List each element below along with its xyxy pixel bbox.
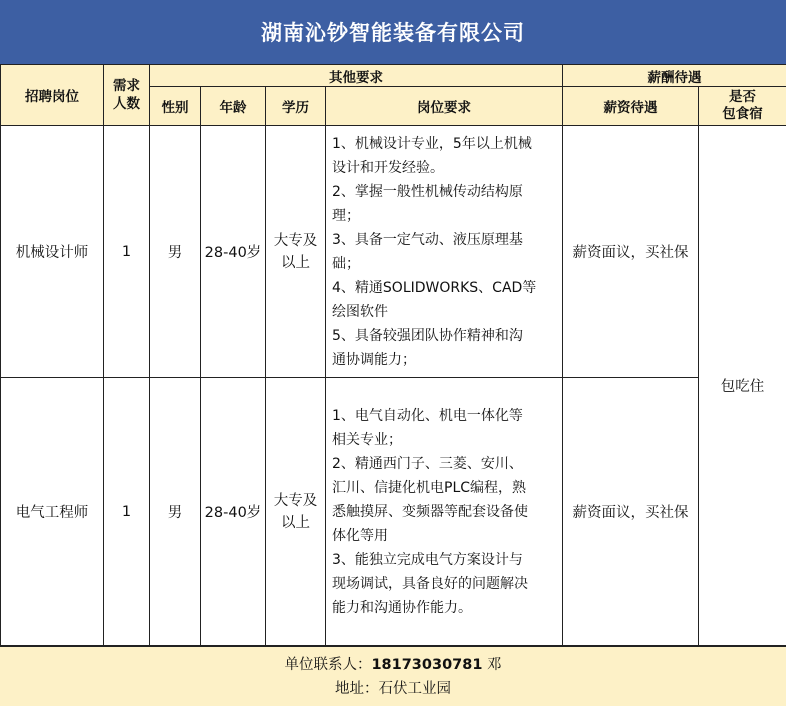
contact-name: 邓	[482, 656, 502, 673]
board-value: 包吃住	[699, 126, 786, 646]
requirement-line: 悉触摸屏、变频器等配套设备使	[332, 503, 528, 520]
header-salary: 薪资待遇	[563, 87, 699, 126]
row-salary: 薪资面议，买社保	[563, 378, 699, 646]
requirement-line: 础；	[332, 255, 360, 272]
table-row	[1, 126, 786, 378]
header-count	[104, 65, 150, 126]
row-age: 28-40岁	[201, 126, 266, 378]
requirement-line: 3、具备一定气动、液压原理基	[332, 231, 523, 248]
requirement-line: 现场调试，具备良好的问题解决	[332, 575, 528, 592]
header-board	[699, 87, 786, 126]
requirement-line: 5、具备较强团队协作精神和沟	[332, 327, 523, 344]
row-job-requirements	[326, 378, 563, 646]
row-position: 机械设计师	[1, 126, 104, 378]
requirement-line: 1、电气自动化、机电一体化等	[332, 407, 523, 424]
header-board-line2: 包食宿	[722, 106, 763, 122]
contact-label: 单位联系人：	[284, 656, 372, 673]
requirement-line: 2、精通西门子、三菱、安川、	[332, 455, 523, 472]
header-age: 年龄	[201, 87, 266, 126]
requirement-line: 设计和开发经验。	[332, 159, 444, 176]
row-job-requirements	[326, 126, 563, 378]
row-education-line1: 大专及	[273, 492, 318, 509]
requirement-line: 体化等用	[332, 527, 388, 544]
header-board-line1: 是否	[729, 89, 756, 105]
row-gender: 男	[150, 126, 201, 378]
row-education-line2: 以上	[281, 254, 310, 271]
row-count: 1	[104, 126, 150, 378]
header-position: 招聘岗位	[1, 65, 104, 126]
header-pay-group: 薪酬待遇	[563, 65, 786, 87]
row-gender: 男	[150, 378, 201, 646]
header-row-1	[1, 65, 786, 87]
requirement-line: 理；	[332, 207, 360, 224]
company-title: 湖南沁钞智能装备有限公司	[0, 0, 786, 64]
row-education-line2: 以上	[281, 514, 310, 531]
header-education: 学历	[266, 87, 326, 126]
contact-footer	[0, 646, 786, 706]
contact-phone: 18173030781	[371, 656, 483, 673]
requirement-line: 绘图软件	[332, 303, 388, 320]
row-education	[266, 126, 326, 378]
header-count-line2: 人数	[113, 96, 140, 112]
requirement-line: 2、掌握一般性机械传动结构原	[332, 183, 523, 200]
requirement-line: 3、能独立完成电气方案设计与	[332, 551, 523, 568]
row-salary: 薪资面议，买社保	[563, 126, 699, 378]
row-education	[266, 378, 326, 646]
address-line: 地址：石伏工业园	[335, 680, 451, 697]
header-job-requirements: 岗位要求	[326, 87, 563, 126]
requirement-line: 汇川、信捷化机电PLC编程，熟	[332, 479, 527, 496]
table-row	[1, 378, 786, 646]
requirement-line: 1、机械设计专业，5年以上机械	[332, 135, 532, 152]
recruitment-table	[0, 64, 786, 646]
row-count: 1	[104, 378, 150, 646]
requirement-line: 4、精通SOLIDWORKS、CAD等	[332, 279, 537, 296]
requirement-line: 能力和沟通协作能力。	[332, 599, 472, 616]
row-education-line1: 大专及	[273, 232, 318, 249]
row-position: 电气工程师	[1, 378, 104, 646]
header-gender: 性别	[150, 87, 201, 126]
requirement-line: 相关专业；	[332, 431, 402, 448]
header-count-line1: 需求	[113, 78, 140, 94]
contact-line	[284, 653, 501, 677]
requirement-line: 通协调能力；	[332, 351, 416, 368]
header-other-requirements: 其他要求	[150, 65, 563, 87]
row-age: 28-40岁	[201, 378, 266, 646]
